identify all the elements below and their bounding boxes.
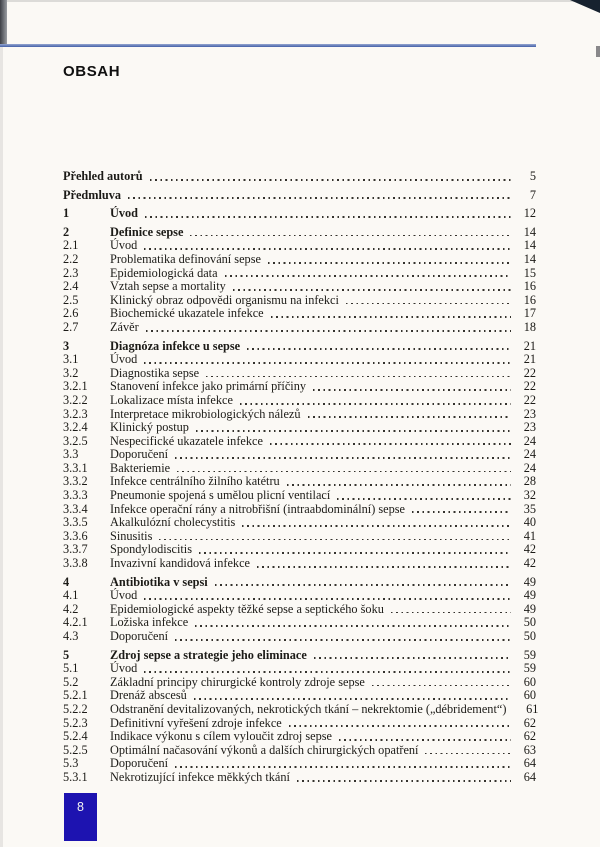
- toc-entry-title: Ložiska infekce: [110, 615, 189, 630]
- toc-entry-title: Antibiotika v sepsi: [110, 574, 208, 589]
- toc-row: [63, 321, 536, 335]
- toc-entry-number: 3: [63, 338, 70, 353]
- toc-entry-page: 7: [529, 187, 536, 202]
- footer-page-number-box: [64, 793, 97, 841]
- toc-entry-number: 4.2: [63, 601, 79, 616]
- toc-entry-page: 61: [526, 701, 539, 716]
- toc-entry-title: Úvod: [110, 206, 139, 221]
- toc-row: [63, 771, 536, 785]
- toc-entry-title: Epidemiologická data: [110, 265, 218, 280]
- toc-entry-number: 3.3.8: [63, 556, 88, 571]
- toc-entry-title: Spondylodiscitis: [110, 542, 192, 557]
- toc-leader-dots: [195, 625, 511, 627]
- toc-entry-number: 3.3.2: [63, 474, 88, 489]
- toc-entry-number: 5.2.4: [63, 729, 88, 744]
- scan-corner-wedge: [570, 0, 600, 13]
- toc-entry-title: Stanovení infekce jako primární příčiny: [110, 379, 307, 394]
- toc-entry-page: 22: [523, 365, 536, 380]
- toc-row: [63, 367, 536, 381]
- toc-entry-title: Optimální načasování výkonů a dalších chirurgických opatření: [110, 742, 419, 757]
- toc-entry-title: Doporučení: [110, 447, 169, 462]
- toc-entry-number: 3.3.5: [63, 515, 88, 530]
- toc-entry-page: 32: [523, 488, 536, 503]
- toc-leader-dots: [206, 376, 511, 378]
- toc-entry-page: 59: [523, 647, 536, 662]
- toc-row: [63, 503, 536, 517]
- toc-entry-page: 22: [523, 379, 536, 394]
- toc-entry-number: 2.5: [63, 292, 79, 307]
- toc-leader-dots: [337, 498, 511, 500]
- toc-leader-dots: [271, 316, 511, 318]
- toc-entry-number: 5.3.1: [63, 769, 88, 784]
- toc-leader-dots: [425, 753, 511, 755]
- toc-entry-title: Epidemiologické aspekty těžké sepse a septického šoku: [110, 601, 384, 616]
- toc-leader-dots: [144, 671, 511, 673]
- toc-entry-number: 2: [63, 224, 70, 239]
- toc-entry-number: 5.2: [63, 674, 79, 689]
- toc-leader-dots: [144, 248, 511, 250]
- toc-entry-title: Bakteriemie: [110, 460, 171, 475]
- toc-entry-number: 3.3.4: [63, 501, 88, 516]
- toc-entry-number: 3.3.1: [63, 460, 88, 475]
- toc-row: [63, 307, 536, 321]
- toc-leader-dots: [287, 484, 511, 486]
- toc-entry-title: Diagnóza infekce u sepse: [110, 338, 241, 353]
- toc-row: [63, 543, 536, 557]
- toc-row: [63, 448, 536, 462]
- toc-entry-title: Definice sepse: [110, 224, 184, 239]
- toc-leader-dots: [175, 457, 511, 459]
- toc-row: [63, 435, 536, 449]
- toc-entry-number: 2.1: [63, 238, 79, 253]
- toc-leader-dots: [194, 698, 511, 700]
- toc-leader-dots: [233, 289, 511, 291]
- toc-entry-page: 14: [523, 238, 536, 253]
- toc-row: [63, 475, 536, 489]
- toc-leader-dots: [412, 511, 511, 513]
- toc-entry-number: 3.2.1: [63, 379, 88, 394]
- toc-entry-number: 3.2.2: [63, 392, 88, 407]
- toc-entry-title: Definitivní vyřešení zdroje infekce: [110, 715, 282, 730]
- toc-entry-page: 23: [523, 406, 536, 421]
- toc-entry-page: 23: [523, 420, 536, 435]
- table-of-contents: [63, 165, 539, 785]
- toc-entry-title: Infekce operační rány a nitrobřišní (intraabdominální) sepse: [110, 501, 406, 516]
- toc-entry-title: Úvod: [110, 352, 138, 367]
- toc-entry-page: 17: [523, 306, 536, 321]
- toc-entry-page: 50: [523, 629, 536, 643]
- toc-row: [63, 239, 536, 253]
- toc-entry-number: 4.2.1: [63, 615, 88, 630]
- toc-row: [63, 576, 536, 590]
- toc-row: [63, 394, 536, 408]
- toc-row: [63, 226, 536, 240]
- toc-entry-number: 3.2.4: [63, 420, 88, 435]
- toc-row: [63, 701, 539, 717]
- toc-leader-dots: [144, 362, 511, 364]
- toc-entry-page: 42: [523, 556, 536, 571]
- scan-shadow-top-left: [0, 0, 7, 47]
- toc-row: [63, 689, 536, 703]
- toc-entry-title: Drenáž abscesů: [110, 688, 187, 703]
- toc-leader-dots: [240, 403, 511, 405]
- toc-leader-dots: [175, 766, 511, 768]
- toc-row: [63, 530, 536, 544]
- toc-row: [63, 662, 536, 676]
- toc-entry-number: 2.6: [63, 306, 79, 321]
- toc-entry-page: 21: [523, 338, 536, 353]
- toc-entry-title: Odstranění devitalizovaných, nekrotických tkání – nekrektomie („débridement“): [110, 701, 507, 716]
- toc-entry-title: Doporučení: [110, 629, 169, 643]
- toc-row: [63, 189, 536, 203]
- toc-entry-title: Úvod: [110, 588, 138, 603]
- footer-page-number: 8: [77, 800, 84, 814]
- toc-entry-number: 3.3: [63, 447, 79, 462]
- toc-row: [63, 294, 536, 308]
- toc-leader-dots: [190, 235, 511, 237]
- toc-entry-title: Invazivní kandidová infekce: [110, 556, 250, 571]
- toc-entry-page: 62: [523, 715, 536, 730]
- scan-edge-top: [0, 0, 600, 2]
- toc-entry-title: Úvod: [110, 238, 138, 253]
- toc-entry-number: 5.2.2: [63, 701, 88, 716]
- toc-leader-dots: [175, 639, 511, 641]
- toc-entry-page: 14: [523, 251, 536, 266]
- toc-entry-title: Zdroj sepse a strategie jeho eliminace: [110, 647, 307, 662]
- toc-entry-number: 3.2.3: [63, 406, 88, 421]
- toc-entry-number: 3.3.7: [63, 542, 88, 557]
- toc-leader-dots: [257, 566, 511, 568]
- toc-entry-number: 4: [63, 574, 70, 589]
- toc-row: [63, 616, 536, 630]
- toc-entry-number: 5.2.5: [63, 742, 88, 757]
- toc-entry-number: 3.3.3: [63, 488, 88, 503]
- toc-entry-title: Úvod: [110, 661, 138, 676]
- toc-leader-dots: [268, 262, 511, 264]
- toc-entry-page: 16: [523, 279, 536, 294]
- toc-entry-page: 21: [523, 352, 536, 367]
- toc-leader-dots: [225, 275, 511, 277]
- toc-entry-title: Doporučení: [110, 756, 169, 771]
- toc-row: [63, 170, 536, 184]
- toc-entry-title: Infekce centrálního žilního katétru: [110, 474, 280, 489]
- toc-leader-dots: [346, 303, 511, 305]
- toc-entry-title: Interpretace mikrobiologických nálezů: [110, 406, 301, 421]
- toc-entry-page: 16: [523, 292, 536, 307]
- toc-leader-dots: [196, 430, 511, 432]
- scan-edge-artifact: [596, 46, 600, 57]
- toc-row: [63, 717, 536, 731]
- toc-entry-page: 5: [529, 169, 536, 183]
- toc-row: [63, 380, 536, 394]
- toc-entry-title: Vztah sepse a mortality: [110, 279, 226, 294]
- toc-row: [63, 557, 536, 571]
- toc-entry-number: 1: [63, 206, 70, 221]
- toc-entry-number: 5.3: [63, 756, 79, 771]
- toc-entry-number: 4.3: [63, 629, 79, 643]
- toc-leader-dots: [313, 389, 511, 391]
- toc-leader-dots: [177, 471, 511, 473]
- page-title: OBSAH: [63, 63, 121, 80]
- toc-entry-title: Nespecifické ukazatele infekce: [110, 433, 263, 448]
- toc-leader-dots: [150, 179, 511, 181]
- toc-entry-title: Nekrotizující infekce měkkých tkání: [110, 769, 290, 784]
- toc-entry-title: Pneumonie spojená s umělou plicní ventilací: [110, 488, 331, 503]
- toc-entry-title: Sinusitis: [110, 528, 153, 543]
- toc-entry-title: Základní principy chirurgické kontroly zdroje sepse: [110, 674, 365, 689]
- toc-entry-number: 2.2: [63, 251, 79, 266]
- toc-row: [63, 744, 536, 758]
- toc-leader-dots: [215, 584, 511, 586]
- toc-entry-title: Předmluva: [63, 187, 122, 202]
- toc-entry-number: 2.3: [63, 265, 79, 280]
- toc-entry-page: 18: [523, 319, 536, 334]
- toc-row: [63, 757, 536, 771]
- toc-leader-dots: [144, 598, 511, 600]
- toc-leader-dots: [308, 416, 511, 418]
- scan-edge-left: [0, 0, 3, 847]
- toc-entry-title: Diagnostika sepse: [110, 365, 200, 380]
- toc-leader-dots: [297, 780, 511, 782]
- toc-leader-dots: [391, 612, 511, 614]
- toc-row: [63, 589, 536, 603]
- toc-entry-page: 24: [523, 447, 536, 462]
- toc-leader-dots: [128, 197, 511, 199]
- toc-entry-page: 35: [523, 501, 536, 516]
- toc-entry-title: Indikace výkonu s cílem vyloučit zdroj sepse: [110, 729, 332, 744]
- toc-entry-title: Přehled autorů: [63, 169, 143, 183]
- toc-entry-page: 41: [523, 528, 536, 543]
- toc-entry-title: Lokalizace místa infekce: [110, 392, 233, 407]
- toc-entry-page: 59: [523, 661, 536, 676]
- toc-row: [63, 676, 536, 690]
- toc-row: [63, 489, 536, 503]
- toc-entry-page: 28: [523, 474, 536, 489]
- toc-row: [63, 421, 536, 435]
- toc-entry-page: 15: [523, 265, 536, 280]
- toc-entry-number: 3.3.6: [63, 528, 88, 543]
- header-rule: [0, 44, 536, 47]
- toc-row: [63, 253, 536, 267]
- toc-entry-page: 50: [523, 615, 536, 630]
- toc-entry-page: 40: [523, 515, 536, 530]
- toc-entry-page: 49: [523, 601, 536, 616]
- toc-row: [63, 462, 536, 476]
- toc-row: [63, 649, 536, 663]
- toc-row: [63, 280, 536, 294]
- toc-leader-dots: [372, 685, 511, 687]
- toc-row: [63, 340, 536, 354]
- toc-entry-page: 49: [523, 574, 536, 589]
- toc-entry-page: 63: [523, 742, 536, 757]
- toc-entry-page: 64: [523, 756, 536, 771]
- toc-row: [63, 207, 536, 221]
- toc-entry-number: 4.1: [63, 588, 79, 603]
- toc-entry-page: 24: [523, 460, 536, 475]
- toc-entry-page: 12: [523, 206, 536, 221]
- toc-entry-number: 3.1: [63, 352, 79, 367]
- toc-entry-page: 64: [523, 769, 536, 784]
- toc-leader-dots: [242, 525, 511, 527]
- toc-entry-number: 3.2: [63, 365, 79, 380]
- toc-entry-title: Klinický obraz odpovědi organismu na infekci: [110, 292, 339, 307]
- toc-entry-page: 60: [523, 688, 536, 703]
- toc-entry-page: 42: [523, 542, 536, 557]
- toc-leader-dots: [145, 216, 511, 218]
- toc-row: [63, 730, 536, 744]
- toc-entry-number: 3.2.5: [63, 433, 88, 448]
- toc-leader-dots: [199, 552, 511, 554]
- toc-entry-page: 49: [523, 588, 536, 603]
- toc-entry-page: 60: [523, 674, 536, 689]
- toc-leader-dots: [314, 657, 511, 659]
- toc-entry-page: 22: [523, 392, 536, 407]
- toc-row: [63, 516, 536, 530]
- toc-leader-dots: [146, 330, 511, 332]
- toc-entry-number: 5.2.1: [63, 688, 88, 703]
- toc-entry-number: 2.7: [63, 319, 79, 334]
- toc-entry-title: Problematika definování sepse: [110, 251, 261, 266]
- toc-entry-title: Biochemické ukazatele infekce: [110, 306, 264, 321]
- toc-row: [63, 408, 536, 422]
- toc-entry-page: 24: [523, 433, 536, 448]
- toc-row: [63, 267, 536, 281]
- toc-row: [63, 603, 536, 617]
- toc-leader-dots: [159, 539, 511, 541]
- toc-entry-page: 14: [523, 224, 536, 239]
- toc-row: [63, 630, 536, 644]
- toc-row: [63, 353, 536, 367]
- toc-entry-number: 5.2.3: [63, 715, 88, 730]
- toc-entry-number: 5: [63, 647, 70, 662]
- toc-entry-title: Závěr: [110, 319, 139, 334]
- toc-leader-dots: [270, 443, 511, 445]
- toc-entry-number: 5.1: [63, 661, 79, 676]
- toc-leader-dots: [339, 739, 511, 741]
- toc-leader-dots: [289, 725, 511, 727]
- toc-entry-title: Akalkulózní cholecystitis: [110, 515, 236, 530]
- toc-entry-title: Klinický postup: [110, 420, 189, 435]
- toc-entry-number: 2.4: [63, 279, 79, 294]
- toc-leader-dots: [247, 348, 511, 350]
- toc-entry-page: 62: [523, 729, 536, 744]
